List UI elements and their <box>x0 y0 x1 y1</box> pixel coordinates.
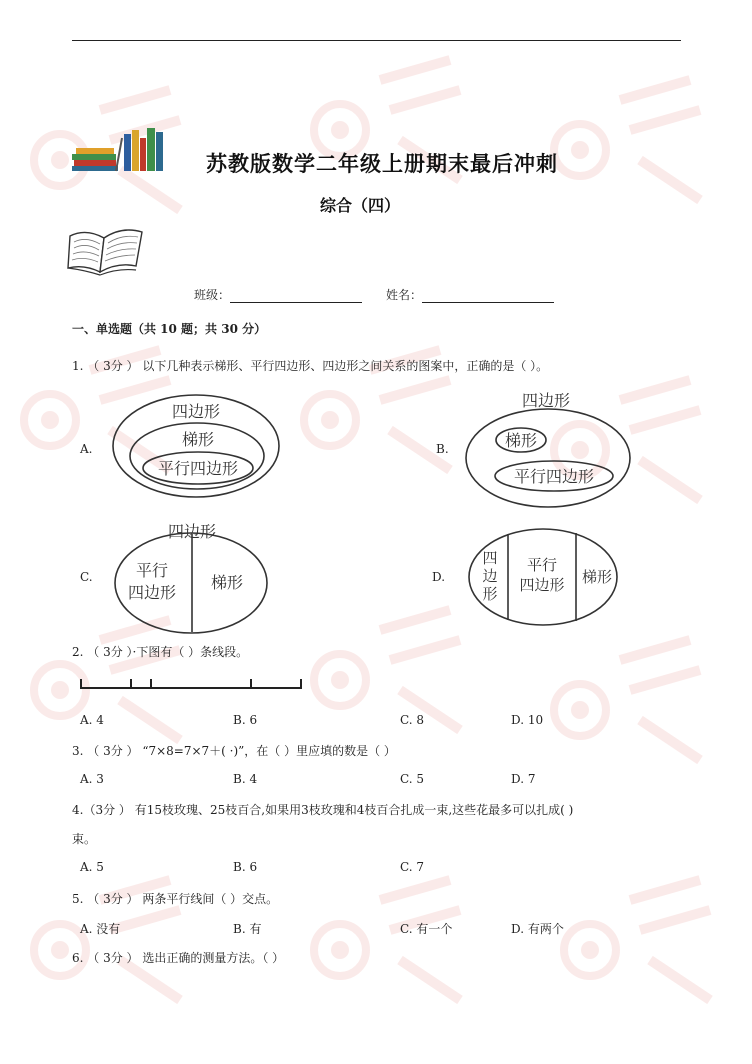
q3-option-c[interactable]: C. 5 <box>400 772 425 786</box>
q1c-para-text-2: 四边形 <box>127 583 177 602</box>
section-title: 一、单选题（共 10 题；共 30 分） <box>72 322 267 336</box>
watermark-logo-icon <box>550 860 720 1030</box>
q1-option-d-label[interactable]: D. <box>432 570 446 584</box>
class-field <box>194 286 362 303</box>
q4-option-b[interactable]: B. 6 <box>233 860 258 874</box>
q2-option-d[interactable]: D. 10 <box>511 713 544 727</box>
q1d-para-text-1: 平行 <box>526 556 558 574</box>
q4-option-a[interactable]: A. 5 <box>80 860 104 874</box>
q1b-para-text: 平行四边形 <box>513 467 595 486</box>
q2-option-a[interactable]: A. 4 <box>80 713 104 727</box>
watermark-logo-icon <box>290 330 460 500</box>
q4-option-c[interactable]: C. 7 <box>400 860 425 874</box>
q5-option-d[interactable]: D. 有两个 <box>511 922 564 936</box>
q1d-quad-char-1: 四 <box>482 549 498 567</box>
class-input[interactable] <box>230 290 362 303</box>
q1-option-a-label[interactable]: A. <box>80 442 93 456</box>
q1d-quad-char-3: 形 <box>482 585 498 603</box>
watermark-logo-icon <box>540 60 710 230</box>
header-rule <box>72 40 681 41</box>
watermark-logo-icon <box>300 40 470 210</box>
q5-option-c[interactable]: C. 有一个 <box>400 922 453 936</box>
q1d-para-text-2: 四边形 <box>519 576 565 594</box>
question-1-stem: 1. （ 3分 ） 以下几种表示梯形、平行四边形、四边形之间关系的图案中，正确的是（ ）。 <box>72 359 549 373</box>
q1-option-b-label[interactable]: B. <box>436 442 449 456</box>
q1c-quad-text: 四边形 <box>167 522 217 541</box>
name-field <box>386 286 554 303</box>
q3-option-b[interactable]: B. 4 <box>233 772 258 786</box>
q1a-para-text: 平行四边形 <box>157 459 239 478</box>
books-icon <box>72 124 168 172</box>
q1b-trap-text: 梯形 <box>504 431 538 450</box>
q2-line-segment-figure <box>76 676 308 692</box>
question-4-stem-line1: 4.（3分 ） 有15枝玫瑰、25枝百合,如果用3枝玫瑰和4枝百合扎成一束,这些花最多可以扎成( ) <box>72 803 574 817</box>
watermark-logo-icon <box>300 590 470 760</box>
q1-diagram-c <box>112 518 272 638</box>
q1-option-c-label[interactable]: C. <box>80 570 93 584</box>
q5-option-b[interactable]: B. 有 <box>233 922 262 936</box>
question-5-stem: 5. （ 3分 ） 两条平行线间（ ）交点。 <box>72 892 279 906</box>
name-label: 姓名： <box>386 288 423 302</box>
q1-diagram-b <box>460 386 636 512</box>
q1c-trap-text: 梯形 <box>210 573 244 592</box>
q5-option-a[interactable]: A. 没有 <box>80 922 121 936</box>
q1-diagram-a <box>110 392 282 500</box>
open-book-icon <box>66 222 144 276</box>
class-label: 班级： <box>194 288 231 302</box>
q1d-quad-char-2: 边 <box>482 567 498 585</box>
q3-option-d[interactable]: D. 7 <box>511 772 536 786</box>
q1a-quad-text: 四边形 <box>171 402 221 421</box>
q1a-trap-text: 梯形 <box>181 430 215 449</box>
question-6-stem: 6. （ 3分 ） 选出正确的测量方法。（ ） <box>72 951 285 965</box>
q1d-trap-text: 梯形 <box>581 568 613 586</box>
question-4-stem-line2: 束。 <box>72 832 97 846</box>
q2-option-b[interactable]: B. 6 <box>233 713 258 727</box>
question-2-stem: 2. （ 3分 ）·下图有（ ）条线段。 <box>72 645 249 659</box>
page-subtitle: 综合（四） <box>320 196 401 215</box>
q1c-para-text-1: 平行 <box>135 561 169 580</box>
page-title: 苏教版数学二年级上册期末最后冲刺 <box>206 151 558 176</box>
q1b-quad-text: 四边形 <box>521 391 571 410</box>
watermark-logo-icon <box>20 860 190 1030</box>
q2-option-c[interactable]: C. 8 <box>400 713 425 727</box>
q1-diagram-d <box>466 526 622 628</box>
name-input[interactable] <box>422 290 554 303</box>
watermark-logo-icon <box>540 620 710 790</box>
question-3-stem: 3. （ 3分 ） “7×8=7×7＋( ·)”，在（ ）里应填的数是（ ） <box>72 744 396 758</box>
q3-option-a[interactable]: A. 3 <box>80 772 104 786</box>
watermark-logo-icon <box>300 860 470 1030</box>
